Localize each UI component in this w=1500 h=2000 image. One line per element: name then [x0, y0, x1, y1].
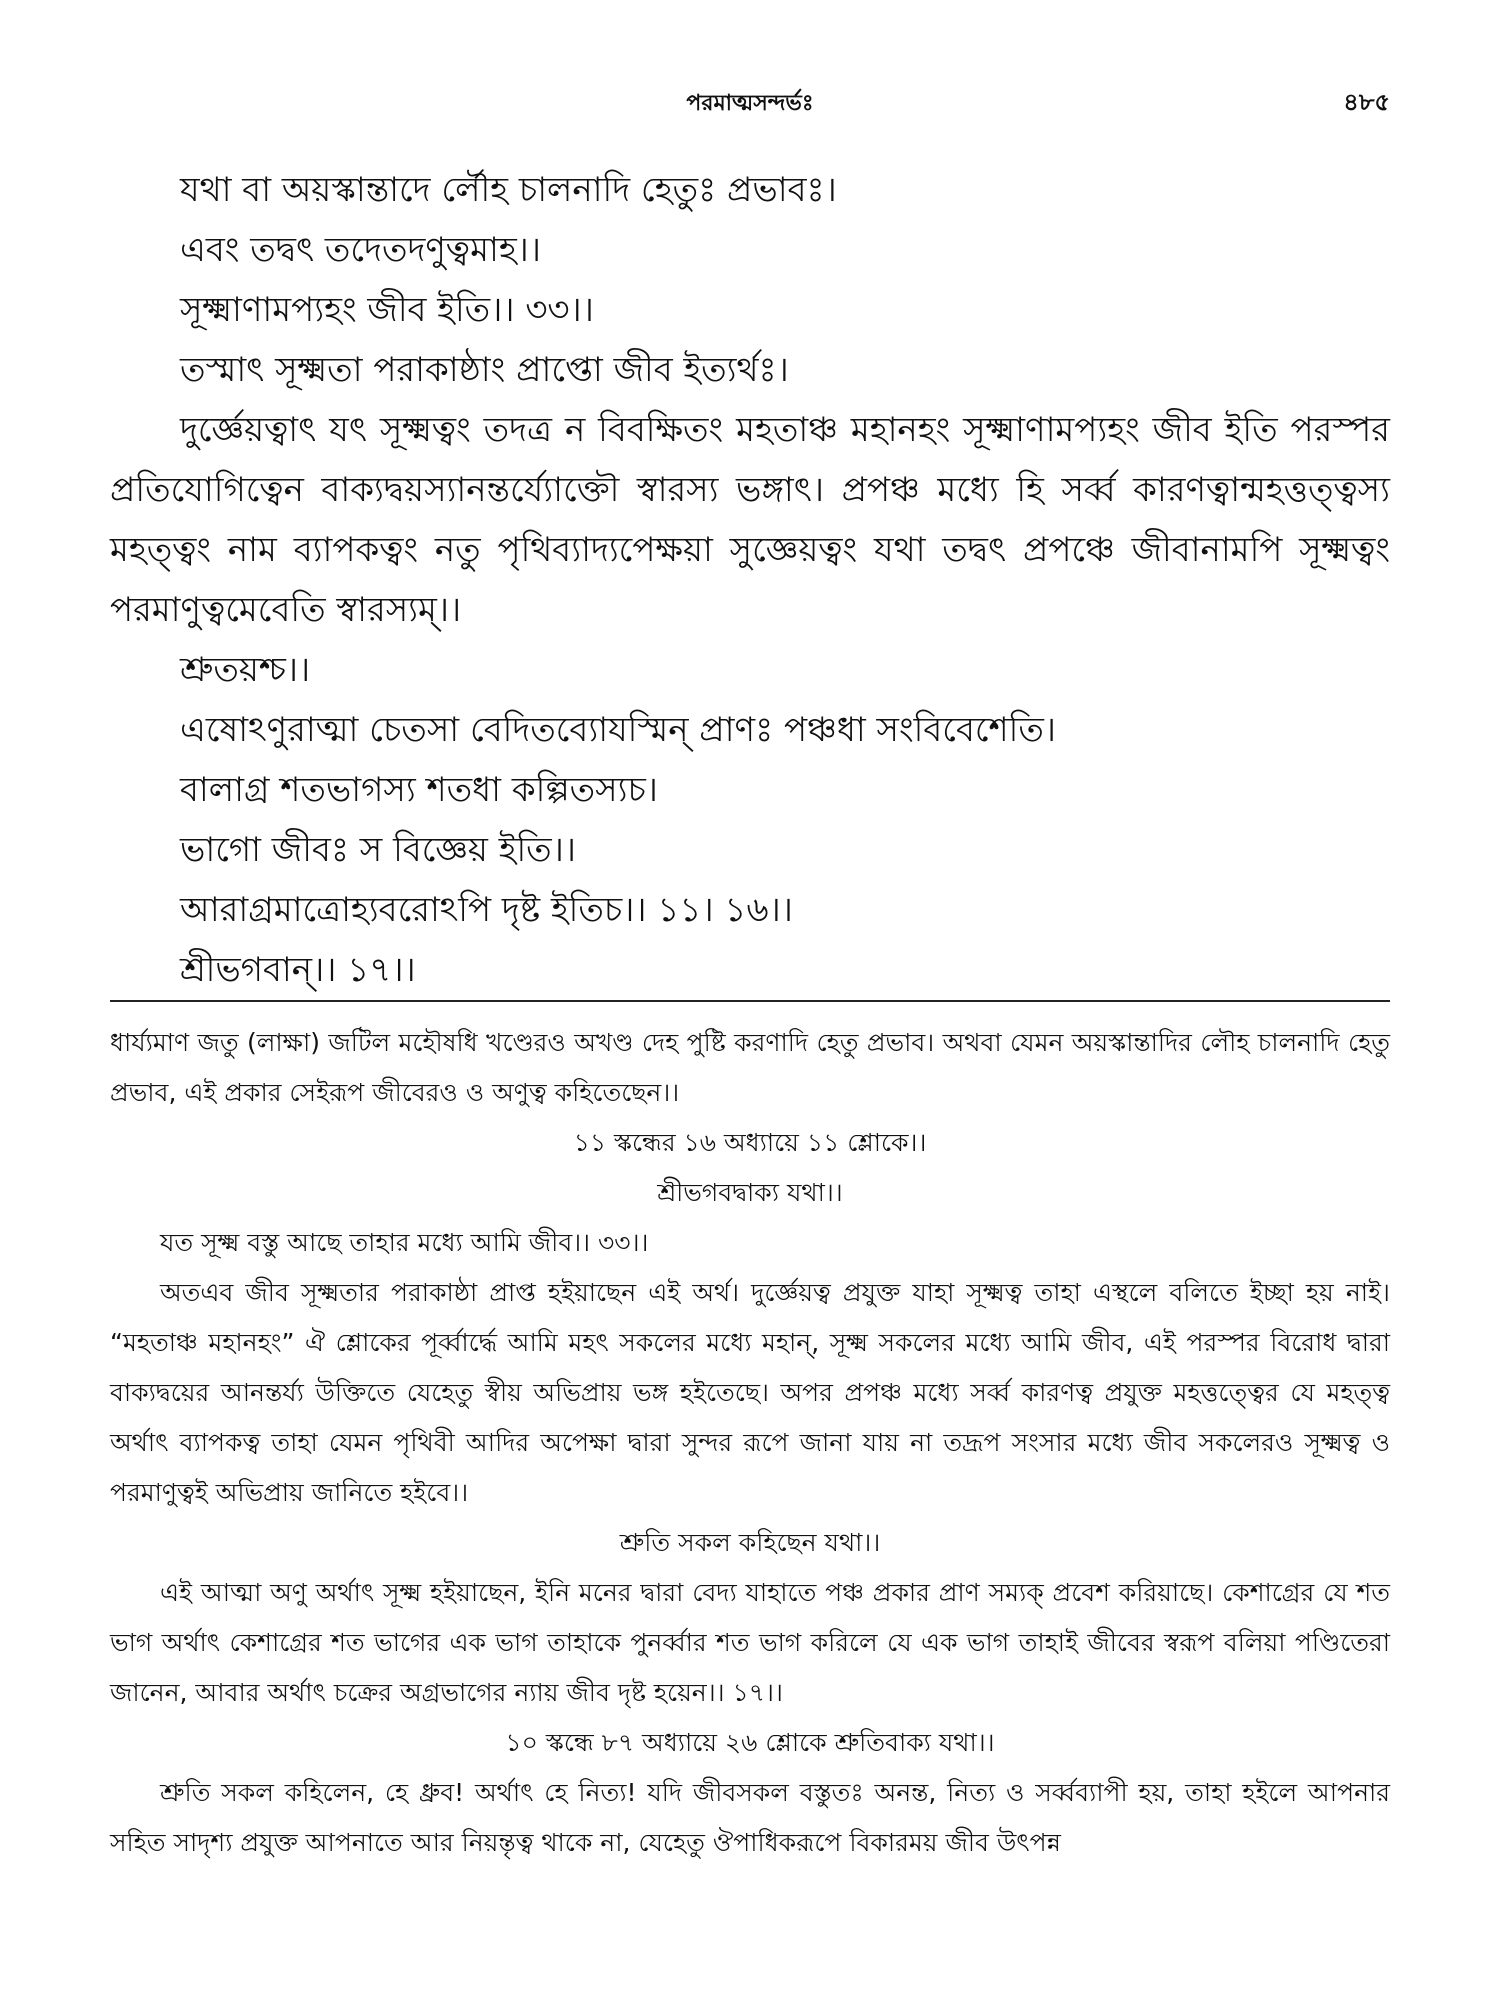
translation-paragraph: শ্রুতি সকল কহিলেন, হে ধ্রুব! অর্থাৎ হে নিত্য! যদি জীবসকল বস্তুতঃ অনন্ত, নিত্য ও সর্ব্বব্যাপী হয়, তাহা হইলে আপনার সহিত সাদৃশ্য প্রযুক্ত আপনাতে আর নিয়ন্তৃত্ব থাকে না, যেহেতু ঔপাধিকরূপে বিকারময় জীব উৎপন্ন: [110, 1778, 1390, 1857]
verse-line: তস্মাৎ সূক্ষ্মতা পরাকাষ্ঠাং প্রাপ্তো জীব ইত্যর্থঃ।: [180, 350, 789, 390]
bengali-translation-block: [110, 1018, 1390, 1868]
translation-line: যত সূক্ষ্ম বস্তু আছে তাহার মধ্যে আমি জীব।। ৩৩।।: [160, 1228, 649, 1257]
page-header: [110, 80, 1390, 124]
verse-line: সূক্ষ্মাণামপ্যহং জীব ইতি।। ৩৩।।: [180, 290, 594, 330]
sanskrit-verse-block: [110, 160, 1390, 1000]
verse-line: শ্রুতয়শ্চ।।: [180, 650, 311, 690]
verse-line: আরাগ্রমাত্রোহ্যবরোঽপি দৃষ্ট ইতিচ।। ১১। ১৬।।: [180, 890, 793, 930]
verse-commentary-paragraph: দুর্জ্ঞেয়ত্বাৎ যৎ সূক্ষ্মত্বং তদত্র ন বিবক্ষিতং মহতাঞ্চ মহানহং সূক্ষ্মাণামপ্যহং জীব ইতি পরস্পর প্রতিযোগিত্বেন বাক্যদ্বয়স্যানন্তর্য্যোক্তৌ স্বারস্য ভঙ্গাৎ। প্রপঞ্চ মধ্যে হি সর্ব্ব কারণত্বান্মহত্তত্ত্বস্য মহত্ত্বং নাম ব্যাপকত্বং নতু পৃথিব্যাদ্যপেক্ষয়া সুজ্ঞেয়ত্বং যথা তদ্বৎ প্রপঞ্চে জীবানামপি সূক্ষ্মত্বং পরমাণুত্বমেবেতি স্বারস্যম্।।: [110, 410, 1390, 630]
verse-line: এবং তদ্বৎ তদেতদণুত্বমাহ।।: [180, 230, 541, 270]
running-title: পরমাত্মসন্দর্ভঃ: [686, 91, 814, 116]
verse-line: বালাগ্র শতভাগস্য শতধা কল্পিতস্যচ।: [180, 770, 658, 810]
verse-line: শ্রীভগবান্।। ১৭।।: [180, 950, 416, 990]
translation-paragraph: এই আত্মা অণু অর্থাৎ সূক্ষ্ম হইয়াছেন, ইনি মনের দ্বারা বেদ্য যাহাতে পঞ্চ প্রকার প্রাণ সম্যক্ প্রবেশ করিয়াছে। কেশাগ্রের যে শত ভাগ অর্থাৎ কেশাগ্রের শত ভাগের এক ভাগ তাহাকে পুনর্ব্বার শত ভাগ করিলে যে এক ভাগ তাহাই জীবের স্বরূপ বলিয়া পণ্ডিতেরা জানেন, আবার অর্থাৎ চক্রের অগ্রভাগের ন্যায় জীব দৃষ্ট হয়েন।। ১৭।।: [110, 1578, 1390, 1707]
section-divider: [110, 1000, 1390, 1002]
verse-line: এষোঽণুরাত্মা চেতসা বেদিতব্যোযস্মিন্ প্রাণঃ পঞ্চধা সংবিবেশেতি।: [180, 710, 1057, 750]
reference-heading: শ্রুতি সকল কহিছেন যথা।।: [619, 1528, 881, 1557]
translation-paragraph: অতএব জীব সূক্ষ্মতার পরাকাষ্ঠা প্রাপ্ত হইয়াছেন এই অর্থ। দুর্জ্ঞেয়ত্ব প্রযুক্ত যাহা সূক্ষ্মত্ব তাহা এস্থলে বলিতে ইচ্ছা হয় নাই। “মহতাঞ্চ মহানহং” ঐ শ্লোকের পূর্ব্বার্দ্ধে আমি মহৎ সকলের মধ্যে মহান্, সূক্ষ্ম সকলের মধ্যে আমি জীব, এই পরস্পর বিরোধ দ্বারা বাক্যদ্বয়ের আনন্তর্য্য উক্তিতে যেহেতু স্বীয় অভিপ্রায় ভঙ্গ হইতেছে। অপর প্রপঞ্চ মধ্যে সর্ব্ব কারণত্ব প্রযুক্ত মহত্তত্ত্বের যে মহত্ত্ব অর্থাৎ ব্যাপকত্ব তাহা যেমন পৃথিবী আদির অপেক্ষা দ্বারা সুন্দর রূপে জানা যায় না তদ্রূপ সংসার মধ্যে জীব সকলেরও সূক্ষ্মত্ব ও পরমাণুত্বই অভিপ্রায় জানিতে হইবে।।: [110, 1278, 1390, 1507]
reference-heading: ১০ স্কন্ধে ৮৭ অধ্যায়ে ২৬ শ্লোকে শ্রুতিবাক্য যথা।।: [505, 1728, 995, 1757]
reference-heading: ১১ স্কন্ধের ১৬ অধ্যায়ে ১১ শ্লোকে।।: [573, 1128, 927, 1157]
verse-line: ভাগো জীবঃ স বিজ্ঞেয় ইতি।।: [180, 830, 577, 870]
reference-heading: শ্রীভগবদ্বাক্য যথা।।: [657, 1178, 843, 1207]
verse-line: যথা বা অয়স্কান্তাদে র্লৌহ চালনাদি হেতুঃ প্রভাবঃ।: [180, 170, 837, 210]
page-number: ৪৮৫: [1343, 88, 1390, 116]
translation-paragraph: ধার্য্যমাণ জতু (লাক্ষা) জটিল মহৌষধি খণ্ডেরও অখণ্ড দেহ পুষ্টি করণাদি হেতু প্রভাব। অথবা যেমন অয়স্কান্তাদির লৌহ চালনাদি হেতু প্রভাব, এই প্রকার সেইরূপ জীবেরও ও অণুত্ব কহিতেছেন।।: [110, 1028, 1390, 1107]
